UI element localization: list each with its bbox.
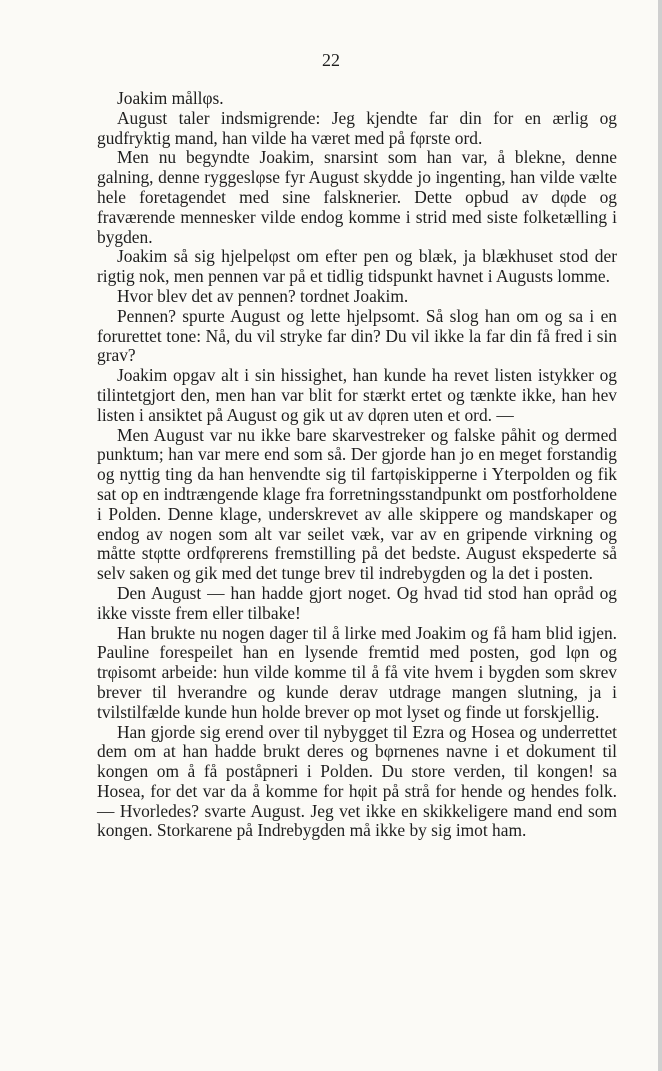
- page-number: 22: [322, 50, 340, 70]
- paragraph: Joakim mållφs.: [117, 88, 224, 108]
- paragraph: Hvor blev det av pennen? tordnet Joakim.: [117, 285, 409, 306]
- paragraph: August taler indsmigrende: Jeg kjendte far din for en ærlig og gudfryktig mand, han vilde ha været med på fφrste ord.: [97, 107, 617, 148]
- paragraph: Han brukte nu nogen dager til å lirke med Joakim og få ham blid igjen. Pauline forespeilet han en lysende fremtid med posten, god lφn og trφisomt arbeide: hun vilde komme til å få vite hvem i bygden som skrev brever til hverandre og kunde derav utdrage mangen slutning, ja i tvilstilfælde kunde hun holde brever op mot lyset og finde ut forskjellig.: [97, 622, 617, 722]
- paragraph: Han gjorde sig erend over til nybygget til Ezra og Hosea og underrettet dem om at han hadde brukt deres og bφrnenes navne i et dokument til kongen om å få poståpneri i Polden. Du store verden, til kongen! sa Hosea, for det var da å komme for hφit på strå for hende og hendes folk. — Hvorledes? svarte August. Jeg vet ikke en skikkeligere mand end som kongen. Storkarene på Indrebygden må ikke by sig imot ham.: [97, 721, 617, 841]
- page-edge: [658, 0, 662, 1071]
- paragraph: Men August var nu ikke bare skarvestreker og falske påhit og dermed punktum; han var mere end som så. Der gjorde han jo en meget forstandig og nyttig ting da han henvendte sig til fartφiskipperne i Yterpolden og fik sat op en indtrængende klage fra forretningsstandpunkt om postforholdene i Polden. Denne klage, underskrevet av alle skippere og mandskaper og endog av nogen som alt var seilet væk, var av en gripende virkning og måtte stφtte ordfφrerens fremstilling på det bedste. August ekspederte så selv saken og gik med det tunge brev til indrebygden og la det i posten.: [97, 424, 617, 584]
- paragraph: Men nu begyndte Joakim, snarsint som han var, å blekne, denne galning, denne ryggeslφse fyr August skydde jo ingenting, han vilde vælte hele foretagendet med sine falsknerier. Dette opbud av dφde og fraværende mennesker vilde endog komme i strid med siste folketælling i bygden.: [97, 147, 617, 247]
- paragraph: Den August — han hadde gjort noget. Og hvad tid stod han opråd og ikke visste frem eller tilbake!: [97, 582, 617, 623]
- paragraph: Joakim så sig hjelpelφst om efter pen og blæk, ja blækhuset stod der rigtig nok, men pennen var på et tidlig tidspunkt havnet i Augusts lomme.: [97, 246, 617, 287]
- paragraph: Pennen? spurte August og lette hjelpsomt. Så slog han om og sa i en forurettet tone: Nå, du vil stryke far din? Du vil ikke la far din få fred i sin grav?: [97, 305, 617, 366]
- body-text: [97, 89, 617, 841]
- paragraph: Joakim opgav alt i sin hissighet, han kunde ha revet listen istykker og tilintetgjort den, men han var blit for stærkt ertet og tænkte ikke, han hev listen i ansiktet på August og gik ut av dφren uten et ord. —: [97, 365, 617, 425]
